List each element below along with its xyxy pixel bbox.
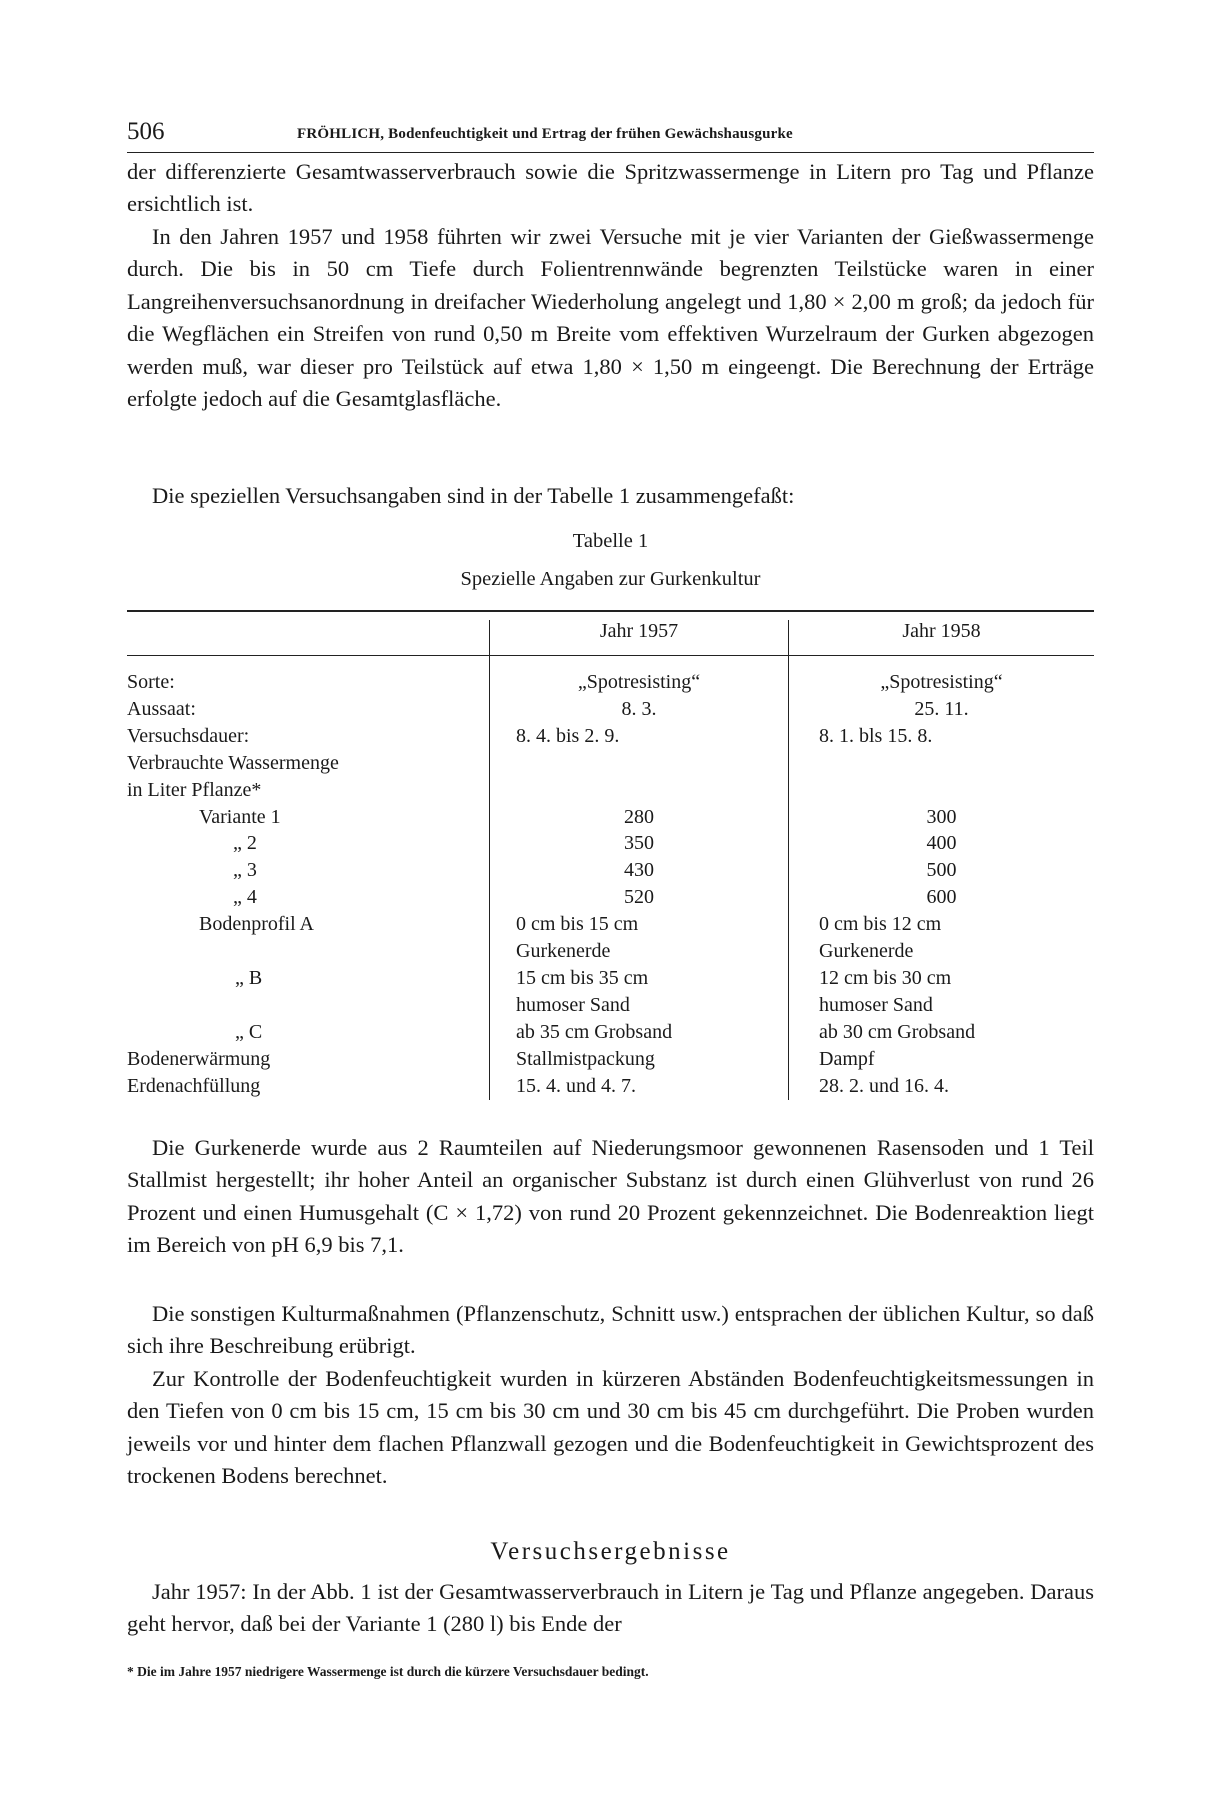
row-label: Aussaat: <box>127 697 196 720</box>
page-header <box>127 118 1094 153</box>
paragraph-kulturmassnahmen: Die sonstigen Kulturmaßnahmen (Pflanzenschutz, Schnitt usw.) entsprachen der üblichen Kultur, so daß sich ihre Beschreibung erübrigt. <box>127 1301 1094 1359</box>
cell-1957: 8. 3. <box>621 697 657 720</box>
row-label: „ 4 <box>233 886 257 909</box>
table-title: Spezielle Angaben zur Gurkenkultur <box>460 568 761 590</box>
paragraph-results: Jahr 1957: In der Abb. 1 ist der Gesamtwasserverbrauch in Litern je Tag und Pflanze angegeben. Daraus geht hervor, daß bei der Variante 1 (280 l) bis Ende der <box>127 1579 1094 1637</box>
cell-1957: ab 35 cm Grobsand <box>516 1020 673 1043</box>
cell-1957: 430 <box>624 859 654 882</box>
cell-1958: 8. 1. bls 15. 8. <box>819 724 933 747</box>
section-heading: Versuchsergebnisse <box>490 1538 731 1565</box>
row-label: „ 2 <box>233 832 257 855</box>
cell-1957: 350 <box>624 832 654 855</box>
cell-1957: 15 cm bis 35 cm <box>516 966 649 989</box>
paragraph-bodenfeuchtigkeit: Zur Kontrolle der Bodenfeuchtigkeit wurden in kürzeren Abständen Bodenfeuchtigkeitsmessungen in den Tiefen von 0 cm bis 15 cm, 15 cm bis 30 cm und 30 cm bis 45 cm durchgeführt. Die Proben wurden jeweils vor und hinter dem flachen Pflanzwall gezogen und die Bodenfeuchtigkeit in Gewichtsprozent des trockenen Bodens berechnet. <box>127 1366 1094 1489</box>
table-header-rule <box>127 655 1094 656</box>
row-label: Erdenachfüllung <box>127 1074 261 1097</box>
cell-1957: humoser Sand <box>516 993 630 1016</box>
paragraph-gurkenerde: Die Gurkenerde wurde aus 2 Raumteilen auf Niederungsmoor gewonnenen Rasensoden und 1 Teil Stallmist hergestellt; ihr hoher Anteil an organischer Substanz ist durch einen Glühverlust von rund 26 Prozent und einen Humusgehalt (C × 1,72) von rund 20 Prozent gekennzeichnet. Die Bodenreaktion liegt im Bereich von pH 6,9 bis 7,1. <box>127 1135 1094 1258</box>
cell-1958: 300 <box>926 805 957 828</box>
row-label: Versuchsdauer: <box>127 724 250 747</box>
cell-1958: ab 30 cm Grobsand <box>819 1020 976 1043</box>
row-label: „ 3 <box>233 859 257 882</box>
cell-1957: 0 cm bis 15 cm <box>516 913 639 936</box>
row-label: Bodenerwärmung <box>127 1047 271 1070</box>
paragraph-continuation: der differenzierte Gesamtwasserverbrauch sowie die Spritzwassermenge in Litern pro Tag und Pflanze ersichtlich ist. <box>127 159 1094 217</box>
running-head: FRÖHLICH, Bodenfeuchtigkeit und Ertrag der frühen Gewächshausgurke <box>297 126 793 142</box>
cell-1957: Stallmistpackung <box>516 1047 655 1070</box>
row-label: Bodenprofil A <box>199 913 314 936</box>
cell-1958: „Spotresisting“ <box>880 671 1003 693</box>
row-label: in Liter Pflanze* <box>127 778 262 801</box>
page-number: 506 <box>127 118 165 145</box>
row-label: „ B <box>235 966 263 989</box>
paragraph-methods: In den Jahren 1957 und 1958 führten wir zwei Versuche mit je vier Varianten der Gießwassermenge durch. Die bis in 50 cm Tiefe durch Folientrennwände begrenzten Teilstücke waren in einer Langreihenversuchsanordnung in dreifacher Wiederholung angelegt und 1,80 × 2,00 m groß; da jedoch für die Wegflächen ein Streifen von rund 0,50 m Breite vom effektiven Wurzelraum der Gurken abgezogen werden muß, war dieser pro Teilstück auf etwa 1,80 × 1,50 m eingeengt. Die Berechnung der Erträge erfolgte jedoch auf die Gesamtglasfläche. <box>127 224 1094 412</box>
cell-1958: 12 cm bis 30 cm <box>819 966 952 989</box>
cell-1957: Gurkenerde <box>516 940 611 962</box>
column-header-1958: Jahr 1958 <box>902 620 981 642</box>
row-label: Variante 1 <box>199 805 281 828</box>
cell-1958: Gurkenerde <box>819 940 914 962</box>
cell-1957: 15. 4. und 4. 7. <box>516 1074 636 1097</box>
footnote: * Die im Jahre 1957 niedrigere Wassermenge ist durch die kürzere Versuchsdauer bedingt. <box>127 1664 649 1679</box>
row-label: „ C <box>235 1020 263 1043</box>
cell-1957: 520 <box>624 886 654 909</box>
table-top-rule <box>127 610 1094 612</box>
column-header-1957: Jahr 1957 <box>599 620 679 642</box>
cell-1957: 8. 4. bis 2. 9. <box>516 724 620 747</box>
table-label: Tabelle 1 <box>572 530 649 552</box>
cell-1958: 0 cm bis 12 cm <box>819 913 942 936</box>
cell-1958: 500 <box>926 859 957 882</box>
cell-1958: 28. 2. und 16. 4. <box>819 1074 949 1097</box>
cell-1958: 25. 11. <box>914 697 969 720</box>
cell-1958: Dampf <box>819 1047 875 1070</box>
cell-1957: „Spotresisting“ <box>577 671 701 693</box>
row-label: Verbrauchte Wassermenge <box>127 751 339 774</box>
row-label: Sorte: <box>127 671 175 693</box>
paragraph-table-intro: Die speziellen Versuchsangaben sind in der Tabelle 1 zusammengefaßt: <box>152 483 795 508</box>
cell-1958: humoser Sand <box>819 993 933 1016</box>
cell-1958: 600 <box>926 886 957 909</box>
cell-1957: 280 <box>624 805 654 828</box>
cell-1958: 400 <box>926 832 957 855</box>
